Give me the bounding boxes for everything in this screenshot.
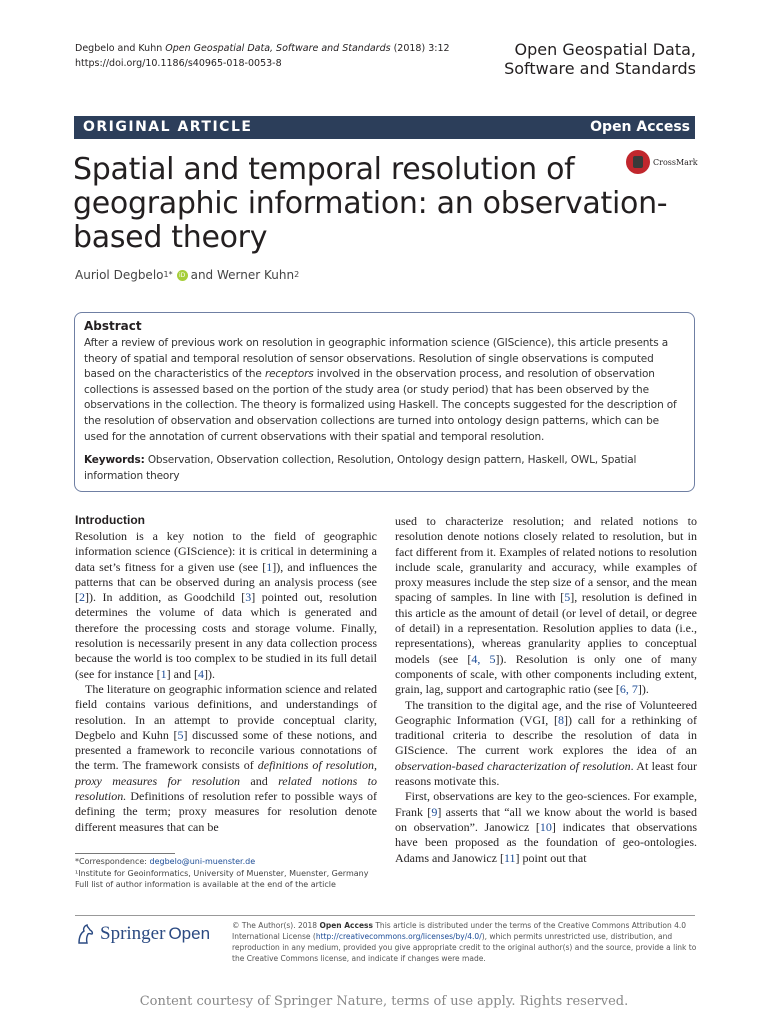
author-info-note: Full list of author information is available at the end of the article <box>75 880 336 889</box>
article-type: ORIGINAL ARTICLE <box>83 119 253 135</box>
crossmark-button[interactable] <box>626 150 698 174</box>
author-kuhn[interactable]: and Werner Kuhn <box>190 268 295 282</box>
journal-name-line1: Open Geospatial Data, <box>514 40 696 59</box>
doi-link[interactable]: https://doi.org/10.1186/s40965-018-0053-8 <box>75 58 282 69</box>
citation-journal: Open Geospatial Data, Software and Standards <box>165 43 391 54</box>
courtesy-watermark: Content courtesy of Springer Nature, terms of use apply. Rights reserved. <box>139 994 629 1009</box>
citation-volume: (2018) 3:12 <box>390 43 450 54</box>
reference-link[interactable]: 6, 7 <box>619 682 638 697</box>
text-run: ]), and influences the patterns that can be observed during an analysis process (see [ <box>75 559 377 605</box>
abstract-text-part: involved in the observation process, and resolution of observation collections is assessed based on the portion of the study area (or study period) that has been observed by the observations in the collection. The theory is formalized using Haskell. The concepts suggested for the description of the resolution of observation and observation collections are turned into ontology design patterns, which can be used for the annotation of current observations with their spatial and temporal resolution. <box>84 368 677 443</box>
abstract-text-part: After a review of previous work on resolution in geographic information science (GIScience), this article presents a theory of spatial and temporal resolution of sensor observations. Resolution of single observations is computed based on the characteristics of the <box>84 337 669 381</box>
correspondence <box>75 856 385 868</box>
text-run-italic: related notions to resolution. <box>75 773 377 804</box>
text-run: ] indicates that observations have been proposed as the foundation of geo-ontologies. Adams and Janowicz [ <box>395 819 697 865</box>
license-text: This article is distributed under the terms of the Creative Commons Attribution 4.0 International License ( <box>232 921 687 941</box>
paragraph <box>395 698 697 790</box>
journal-name <box>504 40 696 78</box>
paragraph <box>395 514 697 698</box>
text-run: Definitions of resolution refer to possible ways of defining the term; proxy measures for resolution denote different measures that can be <box>75 789 377 834</box>
text-run: and <box>240 773 279 788</box>
reference-link[interactable]: 4, 5 <box>471 651 496 666</box>
text-run: ]). In addition, as Goodchild [ <box>85 590 246 605</box>
text-run: The literature on geographic information science and related field contains various definitions, and understandings of resolution. In an attempt to provide conceptual clarity, Degbelo and Kuhn [ <box>75 681 377 742</box>
reference-link[interactable]: 10 <box>539 819 552 834</box>
footnote-divider <box>75 853 175 854</box>
abstract-heading: Abstract <box>84 319 142 333</box>
text-run-italic: observation-based characterization of resolution <box>395 758 631 773</box>
citation-line <box>75 41 450 56</box>
crossmark-icon <box>626 150 650 174</box>
footnotes <box>75 856 385 891</box>
keywords-list: Observation, Observation collection, Resolution, Ontology design pattern, Haskell, OWL, Spatial information theory <box>84 454 637 482</box>
text-run: ] and [ <box>166 666 198 681</box>
open-access-badge: Open Access <box>590 119 690 135</box>
text-run: ]). <box>637 682 649 697</box>
author-list: Auriol Degbelo 1* iD and Werner Kuhn 2 <box>75 268 300 282</box>
publisher-name-open: Open <box>168 924 211 943</box>
text-run: ]). <box>203 666 215 681</box>
springer-open-logo[interactable] <box>75 923 210 945</box>
license-text: © The Author(s). 2018 <box>232 921 320 930</box>
text-run-italic: definitions of resolution, proxy measures for resolution <box>75 758 377 788</box>
author-degbelo[interactable]: Auriol Degbelo <box>75 268 164 282</box>
reference-link[interactable]: 11 <box>503 850 516 865</box>
body-column-left <box>75 512 377 835</box>
license-notice <box>232 920 697 964</box>
text-run: ] point out that <box>515 850 587 865</box>
article-title: Spatial and temporal resolution of geographic information: an observation-based theory <box>73 152 668 255</box>
paragraph <box>395 789 697 865</box>
license-text: ), which permits unrestricted use, distribution, and reproduction in any medium, provided you give appropriate credit to the original author(s) and the source, provide a link to the Creative Commons license, and indicate if changes were made. <box>232 932 697 963</box>
reference-link[interactable]: 1 <box>160 666 167 681</box>
paragraph <box>75 682 377 835</box>
license-link[interactable]: http://creativecommons.org/licenses/by/4.0/ <box>315 932 482 941</box>
keywords <box>84 453 685 484</box>
abstract-text-italic: receptors <box>264 368 314 381</box>
publisher-name-main: Springer <box>100 923 166 944</box>
text-run: ]). Resolution is only one of many components of scale, with other components including extent, grain, lag, support and cartographic ratio (see [ <box>395 651 697 697</box>
reference-link[interactable]: 8 <box>558 712 565 727</box>
text-run: First, observations are key to the geo-sciences. For example, Frank [ <box>395 789 697 819</box>
body-column-right <box>395 514 697 866</box>
article-type-bar <box>74 116 695 139</box>
citation-authors: Degbelo and Kuhn <box>75 43 166 54</box>
text-run: ], resolution is defined in this article as the amount of detail (or level of detail, or degree of detail) in a representation. Resolution applies to data (i.e., representations), whereas granularity applies to conceptual models (see [ <box>395 590 697 666</box>
section-heading-introduction: Introduction <box>75 513 145 527</box>
text-run: ] discussed some of these notions, and presented a framework to reconcile various connotations of the term. The framework consists of <box>75 727 377 773</box>
springer-horse-icon <box>75 923 95 945</box>
citation-header <box>75 41 450 71</box>
text-run: ] pointed out, resolution determines the volume of data which is generated and therefore the processing costs and storage volume. Finally, resolution is necessarily present in any data collection process because the world is too complex to be studied in its full detail (see for instance [ <box>75 590 378 681</box>
reference-link[interactable]: 1 <box>266 559 273 574</box>
paragraph <box>75 529 377 682</box>
text-run: ]) call for a rethinking of traditional criteria to describe the resolution of data in GIScience. The current work explores the idea of an <box>395 712 697 758</box>
reference-link[interactable]: 2 <box>79 590 85 605</box>
affiliation: ¹Institute for Geoinformatics, University of Muenster, Muenster, Germany <box>75 868 369 878</box>
abstract-text <box>84 336 685 445</box>
correspondence-label: *Correspondence: <box>75 857 150 866</box>
text-run: ] asserts that “all we know about the world is based on observation”. Janowicz [ <box>395 804 697 834</box>
reference-link[interactable]: 4 <box>197 666 204 681</box>
reference-link[interactable]: 5 <box>177 727 184 742</box>
abstract-box <box>74 312 695 492</box>
orcid-icon[interactable]: iD <box>177 270 188 281</box>
footer-divider <box>75 915 695 916</box>
crossmark-label: CrossMark <box>653 157 698 167</box>
reference-link[interactable]: 3 <box>245 590 252 605</box>
license-open-access: Open Access <box>319 921 373 930</box>
text-run: used to characterize resolution; and related notions to resolution denote notions closely related to resolution, but in fact different from it. Examples of related notions to resolution include scale, granularity and accuracy, while examples of proxy measures include the step size of a sensor, and the mean spacing of samples. In line with [ <box>395 514 697 605</box>
email-link[interactable]: degbelo@uni-muenster.de <box>149 857 256 866</box>
publisher-name <box>100 923 210 945</box>
keywords-label: Keywords: <box>84 454 145 467</box>
text-run: The transition to the digital age, and the rise of Volunteered Geographic Information (VGI, [ <box>395 697 697 727</box>
text-run: Resolution is a key notion to the field of geographic information science (GIScience): it is critical in determining a data set’s fitness for a given use (see [ <box>75 529 377 574</box>
journal-name-line2: Software and Standards <box>504 59 696 78</box>
text-run: . At least four reasons motivate this. <box>395 758 697 789</box>
reference-link[interactable]: 9 <box>431 804 438 819</box>
reference-link[interactable]: 5 <box>564 590 571 605</box>
